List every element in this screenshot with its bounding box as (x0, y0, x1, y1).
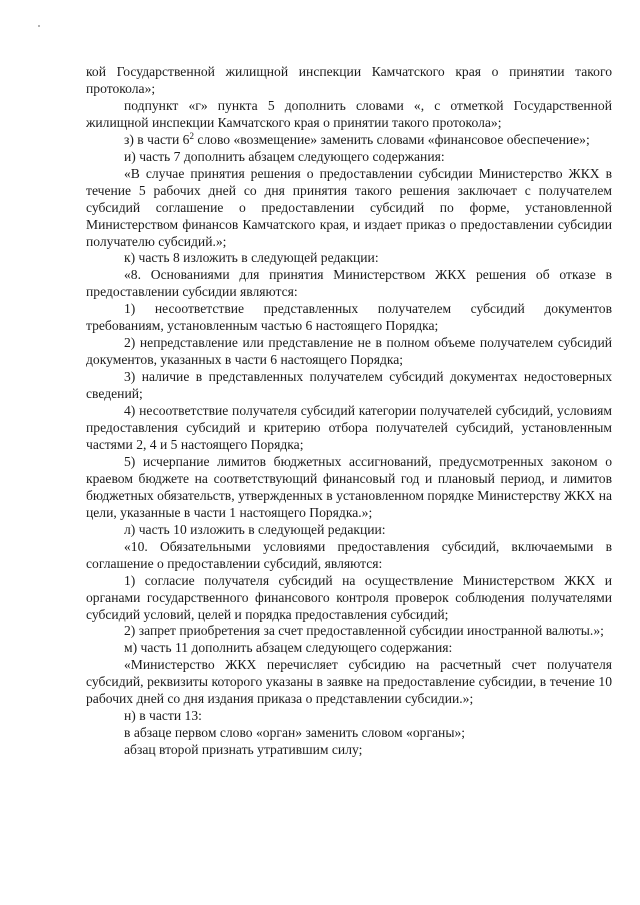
item-z-text-start: з) в части 6 (124, 131, 190, 147)
paragraph-quote-transfer: «Министерство ЖКХ перечисляет субсидию на расчетный счет получателя субсидий, реквизиты которого указаны в заявке на предоставление субсидии, в течение 10 рабочих дней со дня издания приказа о представлении субсидии.»; (86, 657, 612, 707)
paragraph-item-k: к) часть 8 изложить в следующей редакции: (124, 250, 379, 266)
paragraph-part-10: «10. Обязательными условиями предоставления субсидий, включаемыми в соглашение о предоставлении субсидий, являются: (86, 538, 612, 571)
paragraph-item-l: л) часть 10 изложить в следующей редакции: (124, 521, 386, 537)
paragraph-abzac-1: в абзаце первом слово «орган» заменить словом «органы»; (124, 725, 466, 741)
paragraph-ground-5: 5) исчерпание лимитов бюджетных ассигнований, предусмотренных законом о краевом бюджете на соответствующий финансовый год и плановый период, и лимитов бюджетных обязательств, утвержденных в установленном порядке Министерству ЖКХ на цели, указанные в части 1 настоящего Порядка.»; (86, 453, 612, 520)
paragraph-item-m: м) часть 11 дополнить абзацем следующего содержания: (124, 640, 453, 656)
paragraph-ground-1: 1) несоответствие представленных получателем субсидий документов требованиям, установленным частью 6 настоящего Порядка; (86, 301, 612, 334)
paragraph-part-8: «8. Основаниями для принятия Министерством ЖКХ решения об отказе в предоставлении субсидии являются: (86, 267, 612, 300)
scan-speck (38, 25, 40, 27)
paragraph-ground-3: 3) наличие в представленных получателем субсидий документах недостоверных сведений; (86, 369, 612, 402)
paragraph-ground-4: 4) несоответствие получателя субсидий категории получателей субсидий, условиям предоставления субсидий и критерию отбора получателей субсидий, установленным частями 2, 4 и 5 настоящего Порядка; (86, 403, 612, 452)
paragraph-item-z (86, 132, 612, 149)
item-z-text-end: слово «возмещение» заменить словами «финансовое обеспечение»; (193, 131, 590, 147)
paragraph-condition-2: 2) запрет приобретения за счет предоставленной субсидии иностранной валюты.»; (124, 623, 604, 639)
paragraph-quote-decision: «В случае принятия решения о предоставлении субсидии Министерство ЖКХ в течение 5 рабочих дней со дня принятия такого решения заключает с получателем субсидий соглашение о предоставлении субсидий по форме, установленной Министерством финансов Камчатского края, и издает приказ о предоставлении субсидии получателю субсидий.»; (86, 165, 612, 249)
item-z-superscript: 2 (189, 130, 194, 141)
document-page (86, 64, 612, 759)
paragraph-subitem-g: подпункт «г» пункта 5 дополнить словами «, с отметкой Государственной жилищной инспекции Камчатского края о принятии такого протокола»; (86, 97, 612, 130)
paragraph-item-i: и) часть 7 дополнить абзацем следующего содержания: (124, 148, 445, 164)
paragraph-continuation: кой Государственной жилищной инспекции Камчатского края о принятии такого протокола»; (86, 64, 612, 96)
paragraph-item-n: н) в части 13: (124, 708, 202, 724)
paragraph-condition-1: 1) согласие получателя субсидий на осуществление Министерством ЖКХ и органами государственного финансового контроля проверок соблюдения получателями субсидий условий, целей и порядка предоставления субсидий; (86, 572, 612, 622)
paragraph-ground-2: 2) непредставление или представление не в полном объеме получателем субсидий документов, указанных в части 6 настоящего Порядка; (86, 335, 612, 368)
paragraph-abzac-2: абзац второй признать утратившим силу; (124, 742, 363, 758)
